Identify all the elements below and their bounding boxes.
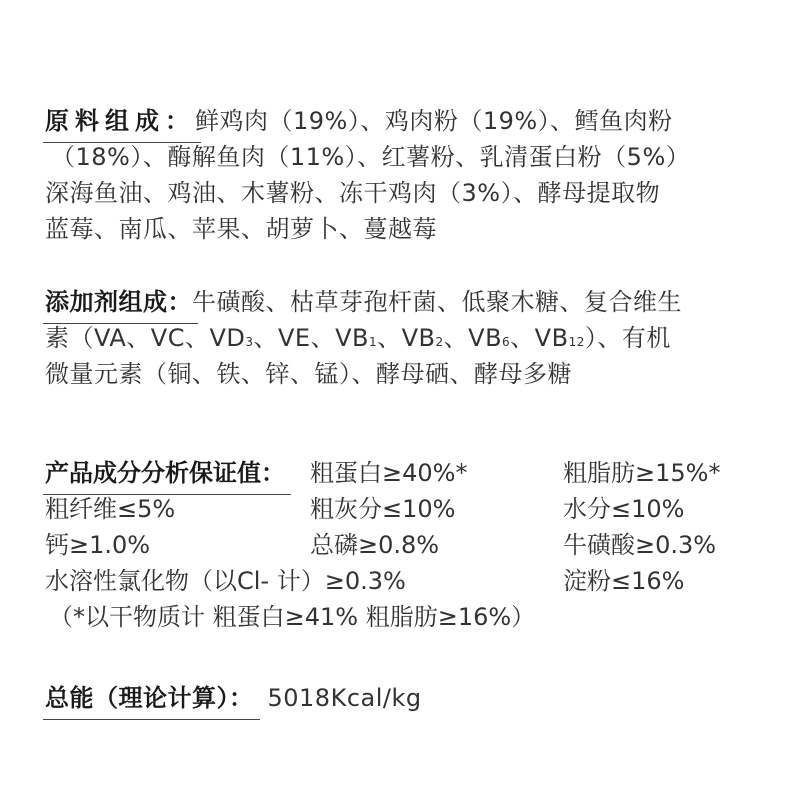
analysis-row-3 [45, 527, 765, 563]
additives-text-2c: 、VE、VB [253, 324, 369, 352]
analysis-note: （*以干物质计 粗蛋白≥41% 粗脂肪≥16%） [49, 603, 536, 631]
vb6-subscript: 6 [502, 335, 511, 349]
ingredients-label: 原料组成： [45, 103, 195, 139]
additives-line-2 [45, 320, 765, 356]
analysis-cell: 淀粉≤16% [563, 567, 685, 595]
analysis-cell: 粗蛋白≥40%* [310, 459, 468, 487]
additives-text-2e: 、VB [377, 324, 436, 352]
energy-line [45, 680, 765, 716]
ingredients-line-2: （18%）、酶解鱼肉（11%）、红薯粉、乳清蛋白粉（5%） [51, 143, 691, 171]
analysis-row-4 [45, 563, 765, 599]
analysis-cell: 钙≥1.0% [45, 531, 151, 559]
analysis-row-2 [45, 491, 765, 527]
additives-text-2g: 、VB [443, 324, 503, 352]
vd-subscript: 3 [245, 335, 254, 349]
ingredients-line-4: 蓝莓、南瓜、苹果、胡萝卜、蔓越莓 [45, 215, 437, 243]
additives-section [45, 284, 765, 392]
ingredients-line-3: 深海鱼油、鸡油、木薯粉、冻干鸡肉（3%）、酵母提取物 [45, 179, 661, 207]
additives-line-3: 微量元素（铜、铁、锌、锰）、酵母硒、酵母多糖 [45, 360, 572, 388]
analysis-label: 产品成分分析保证值： [45, 455, 285, 491]
analysis-section [45, 455, 765, 635]
analysis-cell: 水分≤10% [563, 495, 685, 523]
analysis-cell: 粗灰分≤10% [310, 495, 456, 523]
additives-label: 添加剂组成： [45, 284, 192, 320]
additives-text-2i: 、VB [510, 324, 569, 352]
analysis-cell: 粗脂肪≥15%* [563, 459, 721, 487]
vb1-subscript: 1 [368, 335, 378, 349]
ingredients-text-1: 鲜鸡肉（19%）、鸡肉粉（19%）、鳕鱼肉粉 [195, 107, 673, 135]
energy-value: 5018Kcal/kg [267, 684, 422, 712]
analysis-row-1 [45, 455, 765, 491]
analysis-note-row [45, 599, 765, 635]
additives-text-2k: ）、有机 [584, 324, 671, 352]
vb2-subscript: 2 [435, 335, 444, 349]
additives-text-2a: 素（VA、VC、VD [45, 324, 246, 352]
analysis-cell: 水溶性氯化物（以Cl- 计）≥0.3% [45, 567, 406, 595]
energy-section [45, 680, 765, 716]
vb12-subscript: 12 [568, 335, 585, 349]
additives-line-1 [45, 284, 765, 320]
additives-text-1: 牛磺酸、枯草芽孢杆菌、低聚木糖、复合维生 [192, 288, 682, 316]
energy-label: 总能（理论计算）： [45, 680, 254, 716]
ingredients-line-1 [45, 103, 765, 139]
analysis-cell: 牛磺酸≥0.3% [563, 531, 717, 559]
analysis-cell: 总磷≥0.8% [310, 531, 440, 559]
analysis-cell: 粗纤维≤5% [45, 495, 176, 523]
ingredients-section [45, 103, 765, 247]
